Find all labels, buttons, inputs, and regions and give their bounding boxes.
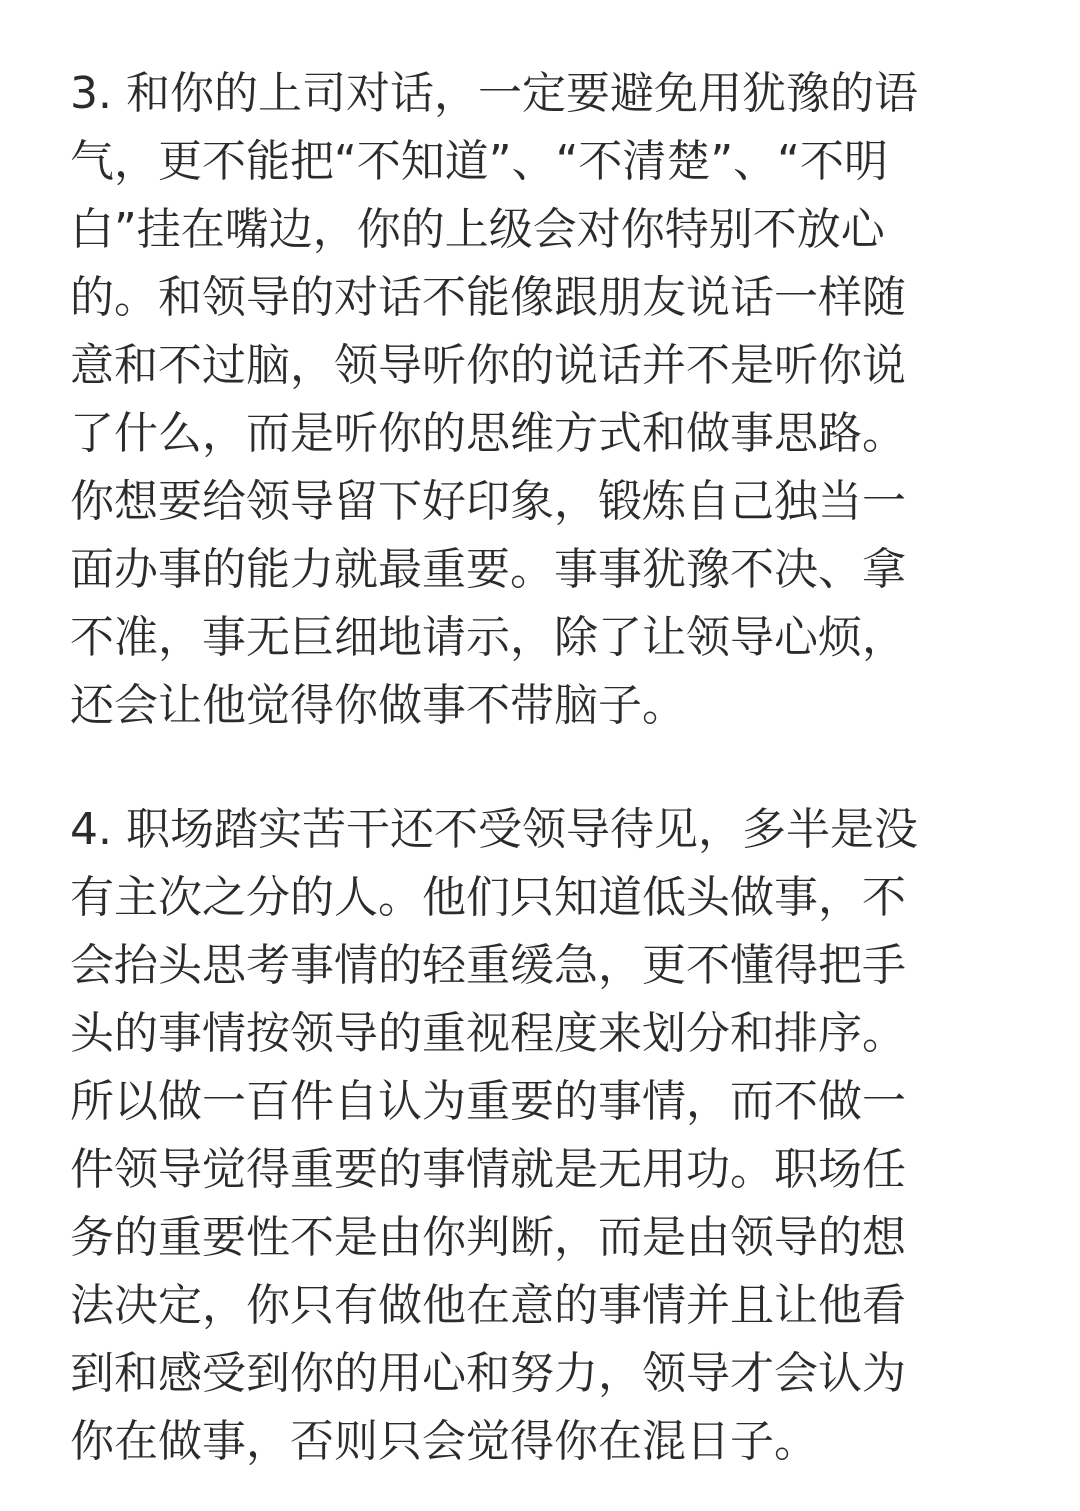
text-line: 了什么，而是听你的思维方式和做事思路。 [70, 408, 906, 459]
text-line: 你想要给领导留下好印象，锻炼自己独当一 [70, 476, 906, 527]
text-line: 会抬头思考事情的轻重缓急，更不懂得把手 [70, 940, 906, 991]
text-line: 4. 职场踏实苦干还不受领导待见，多半是没 [70, 804, 918, 855]
text-line: 面办事的能力就最重要。事事犹豫不决、拿 [70, 544, 906, 595]
paragraph-3 [70, 60, 1010, 740]
text-line: 法决定，你只有做他在意的事情并且让他看 [70, 1280, 906, 1331]
text-line: 所以做一百件自认为重要的事情，而不做一 [70, 1076, 906, 1127]
text-line: 头的事情按领导的重视程度来划分和排序。 [70, 1008, 906, 1059]
text-line: 意和不过脑，领导听你的说话并不是听你说 [70, 340, 906, 391]
text-line: 的。和领导的对话不能像跟朋友说话一样随 [70, 272, 906, 323]
text-line: 件领导觉得重要的事情就是无用功。职场任 [70, 1144, 906, 1195]
text-line: 你在做事，否则只会觉得你在混日子。 [70, 1416, 818, 1467]
text-line: 白”挂在嘴边，你的上级会对你特别不放心 [70, 204, 885, 255]
text-line: 务的重要性不是由你判断，而是由领导的想 [70, 1212, 906, 1263]
text-line: 到和感受到你的用心和努力，领导才会认为 [70, 1348, 906, 1399]
text-line: 不准，事无巨细地请示，除了让领导心烦， [70, 612, 906, 663]
text-line: 3. 和你的上司对话，一定要避免用犹豫的语 [70, 68, 918, 119]
paragraph-4 [70, 796, 1010, 1476]
text-line: 气，更不能把“不知道”、“不清楚”、“不明 [70, 136, 888, 187]
text-line: 还会让他觉得你做事不带脑子。 [70, 680, 686, 731]
text-line: 有主次之分的人。他们只知道低头做事，不 [70, 872, 906, 923]
